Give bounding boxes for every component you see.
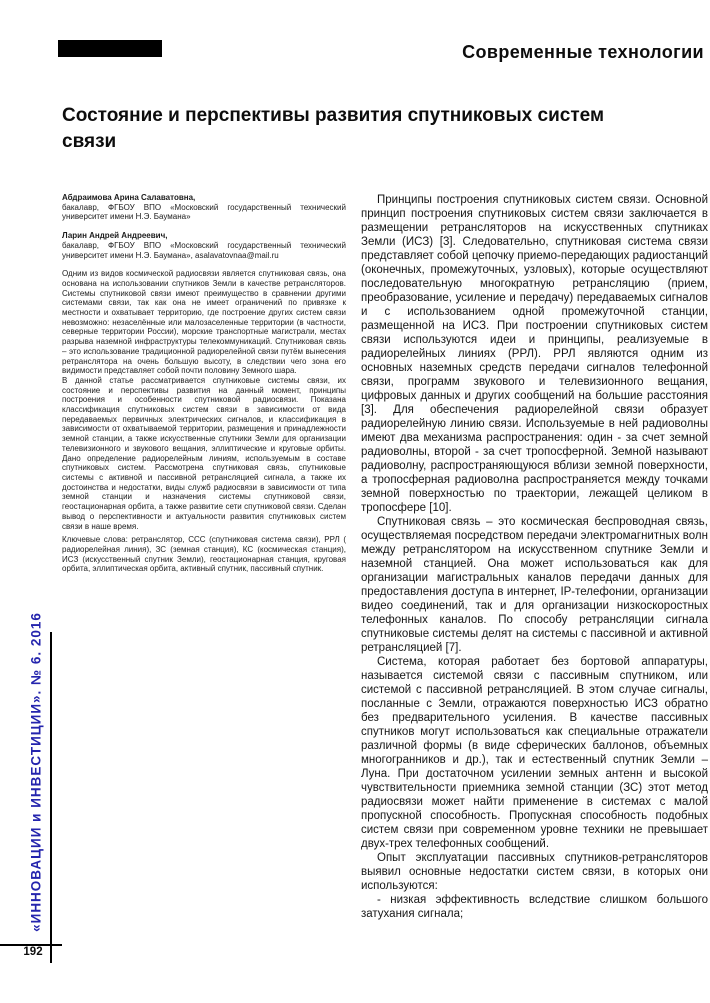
abstract-paragraph: В данной статье рассматривается спутниковые системы связи, их состояние и перспективы развития на данный момент, принципы построения и особенности спутниковой радиосвязи. Показана классификация спутниковых систем связи в зависимости от вида передаваемых первичных электрических сигналов, и классификация в зависимости от охватываемой территории, размещения и принадлежности земной станции, а также искусственные спутники Земли для организации телевизионного и звукового вещания, эллиптические и круговые орбиты. Дано определение радиорелейным линиям, используемым в составе спутниковых систем. Рассмотрена спутниковая связь, спутниковые системы с активной и пассивной ретрансляцией сигнала, а также их достоинства и недостатки, виды служб радиосвязи в зависимости от типа земной станции и назначения системы спутниковой связи, геостационарная орбита, а также развитие сети спутниковой связи. Сделан вывод о перспективности и актуальности развития спутниковых систем связи в наше время. — [62, 375, 346, 531]
section-header: Современные технологии — [462, 42, 704, 62]
body-paragraph: Принципы построения спутниковых систем связи. Основной принцип построения спутниковых систем связи заключается в размещении ретрансляторов на искусственных спутниках Земли (ИСЗ) [3]. Следовательно, спутниковая система связи представляет собой цепочку приемо-передающих радиостанций (оконечных, промежуточных, узловых), которые осуществляют последовательную многократную ретрансляцию (прием, преобразование, усиление и передачу) передаваемых сигналов и с использованием одной промежуточной станции, размещенной на ИСЗ. При построении спутниковых систем связи используются идеи и принципы, реализуемые в радиорелейных линиях (РРЛ). РРЛ являются одним из основных наземных средств передачи сигналов телефонной связи, программ звукового и телевизионного вещания, цифровых данных и других сообщений на большие расстояния [3]. Для обеспечения радиорелейной связи образует радиорелейную линию связи. Используемые в ней радиоволны имеют два механизма распространения: один - за счет земной радиоволны, второй - за счет тропосферной. Земной называют радиоволну, распространяющуюся вблизи земной поверхности, а тропосферная радиоволна распространяется между точками земной поверхностью по траектории, лежащей целиком в тропосфере [10]. — [361, 194, 708, 514]
author-affiliation: бакалавр, ФГБОУ ВПО «Московский государственный технический университет имени Н.Э. Баумана», asalavatovnaa@mail.ru — [62, 240, 346, 260]
body-paragraph: Система, которая работает без бортовой аппаратуры, называется системой связи с пассивным спутником, или системой с пассивной ретрансляцией. В этом случае сигналы, посланные с Земли, отражаются поверхностью ИСЗ обратно без предварительного усиления. В качестве пассивных спутников могут использоваться как специальные отражатели различной формы (в виде сферических баллонов, объемных многогранников и др.), так и естественный спутник Земли –Луна. При достаточном усилении земных антенн и высокой чувствительности приемника земной станции (ЗС) этот метод радиосвязи может найти применение в системах с малой пропускной способность. Пропускная способность подобных систем связи при современном уровне техники не превышает двух-трех телефонных сообщений. — [361, 656, 708, 850]
body-column — [361, 193, 708, 921]
author-block — [62, 193, 346, 222]
author-affiliation: бакалавр, ФГБОУ ВПО «Московский государственный технический университет имени Н.Э. Баумана» — [62, 202, 346, 222]
page-number: 192 — [23, 946, 43, 958]
sidebar-vertical-rule — [50, 632, 52, 963]
redacted-header-block — [58, 40, 162, 57]
article-title: Состояние и перспективы развития спутниковых систем связи — [62, 105, 605, 153]
abstract-paragraph: Одним из видов космической радиосвязи является спутниковая связь, она основана на использовании спутников Земли в качестве ретрансляторов. Системы спутниковой связи имеют преимущество в сравнении другими системами связи, так как она не имеет ограничений по привязке к местности и охватывает территорию, где построение других систем связи невозможно: незаселённые или малозаселенные территории (в частности, северные территории России), морские транспортные магистрали, местах разрыва наземной инфраструктуры телекоммуникаций. Спутниковая связь – это использование традиционной радиорелейной связи путём вынесения ретранслятора на очень большую высоту, в следствии чего зона его видимости представляет собой почти половину Земного шара. — [62, 269, 346, 376]
body-list-item: - низкая эффективность вследствие слишком большого затухания сигнала; — [361, 894, 708, 920]
author-block — [62, 231, 346, 260]
body-paragraph: Спутниковая связь – это космическая беспроводная связь, осуществляемая посредством передачи электромагнитных волн между ретранслятором на искусственном спутнике Земли и наземной станцией. Она может использоваться как для организации магистральных каналов передачи данных для предоставления доступа в интернет, IP-телефонии, организации видео соединений, так и для организации низкоскоростных телефонных каналов. По способу ретрансляции сигнала спутниковые системы делят на системы с пассивной и активной ретрансляцией [7]. — [361, 516, 708, 654]
body-paragraph: Опыт эксплуатации пассивных спутников-ретрансляторов выявил основные недостатки систем связи, в которых они используются: — [361, 852, 708, 892]
abstract-column — [62, 193, 346, 574]
keywords: Ключевые слова: ретранслятор, ССС (спутниковая система связи), РРЛ ( радиорелейная линия), ЗС (земная станция), КС (космическая станция), ИСЗ (искусственный спутник Земли), геостационарная станция, круговая орбита, эллиптическая орбита, активный спутник, пассивный спутник. — [62, 535, 346, 574]
author-name: Абдраимова Арина Салаватовна, — [62, 193, 196, 202]
journal-name-sidebar: «ИННОВАЦИИ и ИНВЕСТИЦИИ». № 6. 2016 — [28, 612, 44, 932]
author-name: Ларин Андрей Андреевич, — [62, 231, 168, 241]
